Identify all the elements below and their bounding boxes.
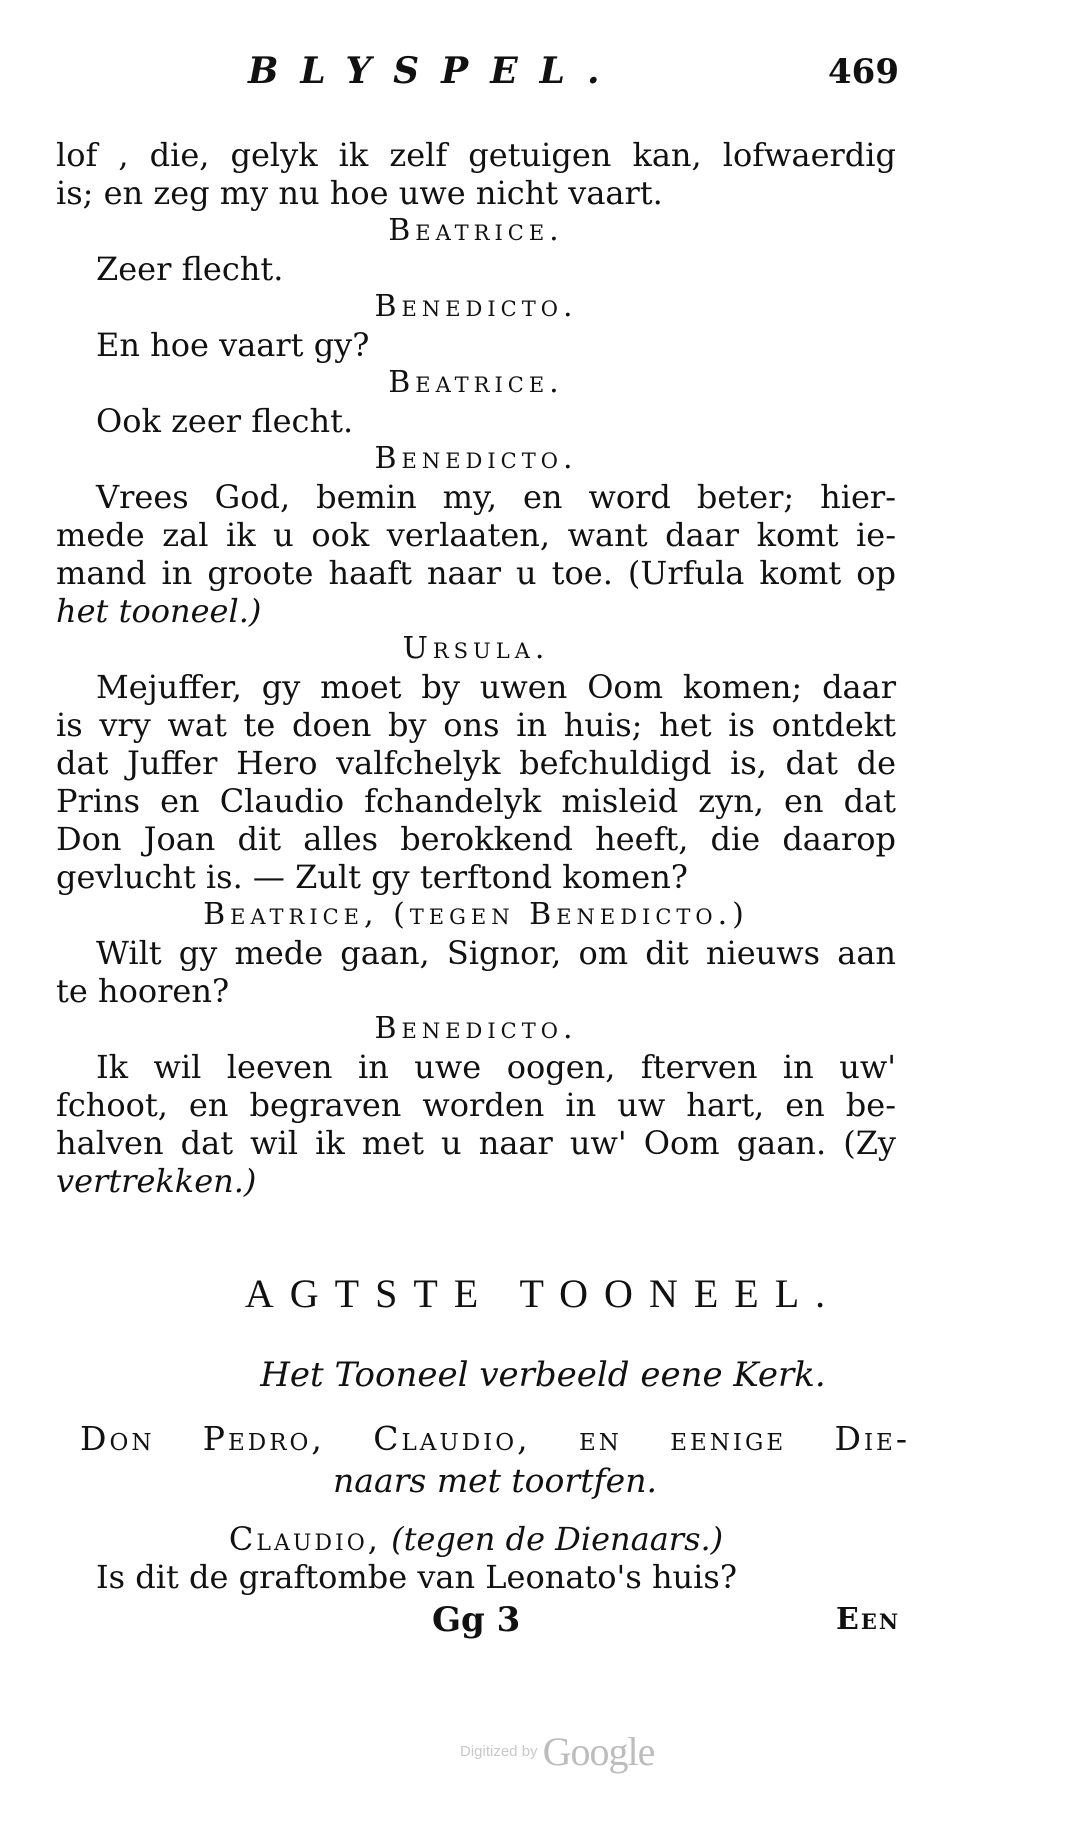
text-line: gevlucht is. — Zult gy terftond komen? xyxy=(56,858,688,896)
text-line: Ik wil leeven in uwe oogen, fterven in uw' xyxy=(96,1048,896,1086)
text-line: lof , die, gelyk ik zelf getuigen kan, lofwaerdig xyxy=(56,136,896,174)
claudio-heading xyxy=(56,1520,896,1558)
text-line: Don Joan dit alles berokkend heeft, die daarop xyxy=(56,820,896,858)
claudio-line: Is dit de graftombe van Leonato's huis? xyxy=(96,1558,737,1596)
text-line: is vry wat te doen by ons in huis; het is ontdekt xyxy=(56,706,896,744)
scene-title: AGTSTE TOONEEL. xyxy=(244,1271,842,1316)
page-header xyxy=(0,50,1086,100)
catchword: Een xyxy=(836,1602,901,1637)
text-line: vertrekken.) xyxy=(56,1162,257,1200)
text-line: Ursula. xyxy=(402,631,550,666)
text-line: Benedicto. xyxy=(374,289,578,324)
google-logo: Google xyxy=(542,1729,655,1774)
page-number: 469 xyxy=(828,52,899,92)
text-line: Wilt gy mede gaan, Signor, om dit nieuws aan xyxy=(96,934,896,972)
text-line: Prins en Claudio fchandelyk misleid zyn, en dat xyxy=(56,782,896,820)
running-head: BLYSPEL. xyxy=(248,50,622,92)
text-line: Zeer flecht. xyxy=(96,250,284,288)
claudio-speech xyxy=(56,1520,896,1596)
text-line: Ook zeer flecht. xyxy=(96,402,354,440)
text-line: mand in groote haaft naar u toe. (Urfula komt op xyxy=(56,554,896,592)
text-line: Vrees God, bemin my, en word beter; hier- xyxy=(96,478,896,516)
claudio-speaker: Claudio, xyxy=(228,1520,381,1558)
text-line: Beatrice. xyxy=(388,213,564,248)
signature-mark: Gg 3 xyxy=(432,1600,521,1640)
text-line: Mejuffer, gy moet by uwen Oom komen; daar xyxy=(96,668,896,706)
cast-list xyxy=(80,1418,910,1502)
text-line: Benedicto. xyxy=(374,1011,578,1046)
text-line: het tooneel.) xyxy=(56,592,262,630)
text-line: te hooren? xyxy=(56,972,230,1010)
text-line: Beatrice, (tegen Benedicto.) xyxy=(203,897,749,932)
digitized-watermark xyxy=(460,1728,700,1778)
text-line: dat Juffer Hero valfchelyk befchuldigd is, dat de xyxy=(56,744,896,782)
text-line: Benedicto. xyxy=(374,441,578,476)
text-line: mede zal ik u ook verlaaten, want daar komt ie- xyxy=(56,516,896,554)
text-line: fchoot, en begraven worden in uw hart, en be- xyxy=(56,1086,896,1124)
text-line: Beatrice. xyxy=(388,365,564,400)
text-line: is; en zeg my nu hoe uwe nicht vaart. xyxy=(56,174,663,212)
dialogue-text xyxy=(56,136,896,1200)
text-line: En hoe vaart gy? xyxy=(96,326,370,364)
digitized-label: Digitized by xyxy=(460,1743,538,1760)
claudio-direction: (tegen de Dienaars.) xyxy=(391,1520,724,1558)
text-line: halven dat wil ik met u naar uw' Oom gaan. (Zy xyxy=(56,1124,896,1162)
scene-description: Het Tooneel verbeeld eene Kerk. xyxy=(260,1355,826,1395)
cast-line-1: Don Pedro, Claudio, en eenige Die- xyxy=(80,1419,910,1458)
cast-line-2: naars met toortfen. xyxy=(333,1461,657,1500)
page-footer xyxy=(0,1600,1086,1650)
